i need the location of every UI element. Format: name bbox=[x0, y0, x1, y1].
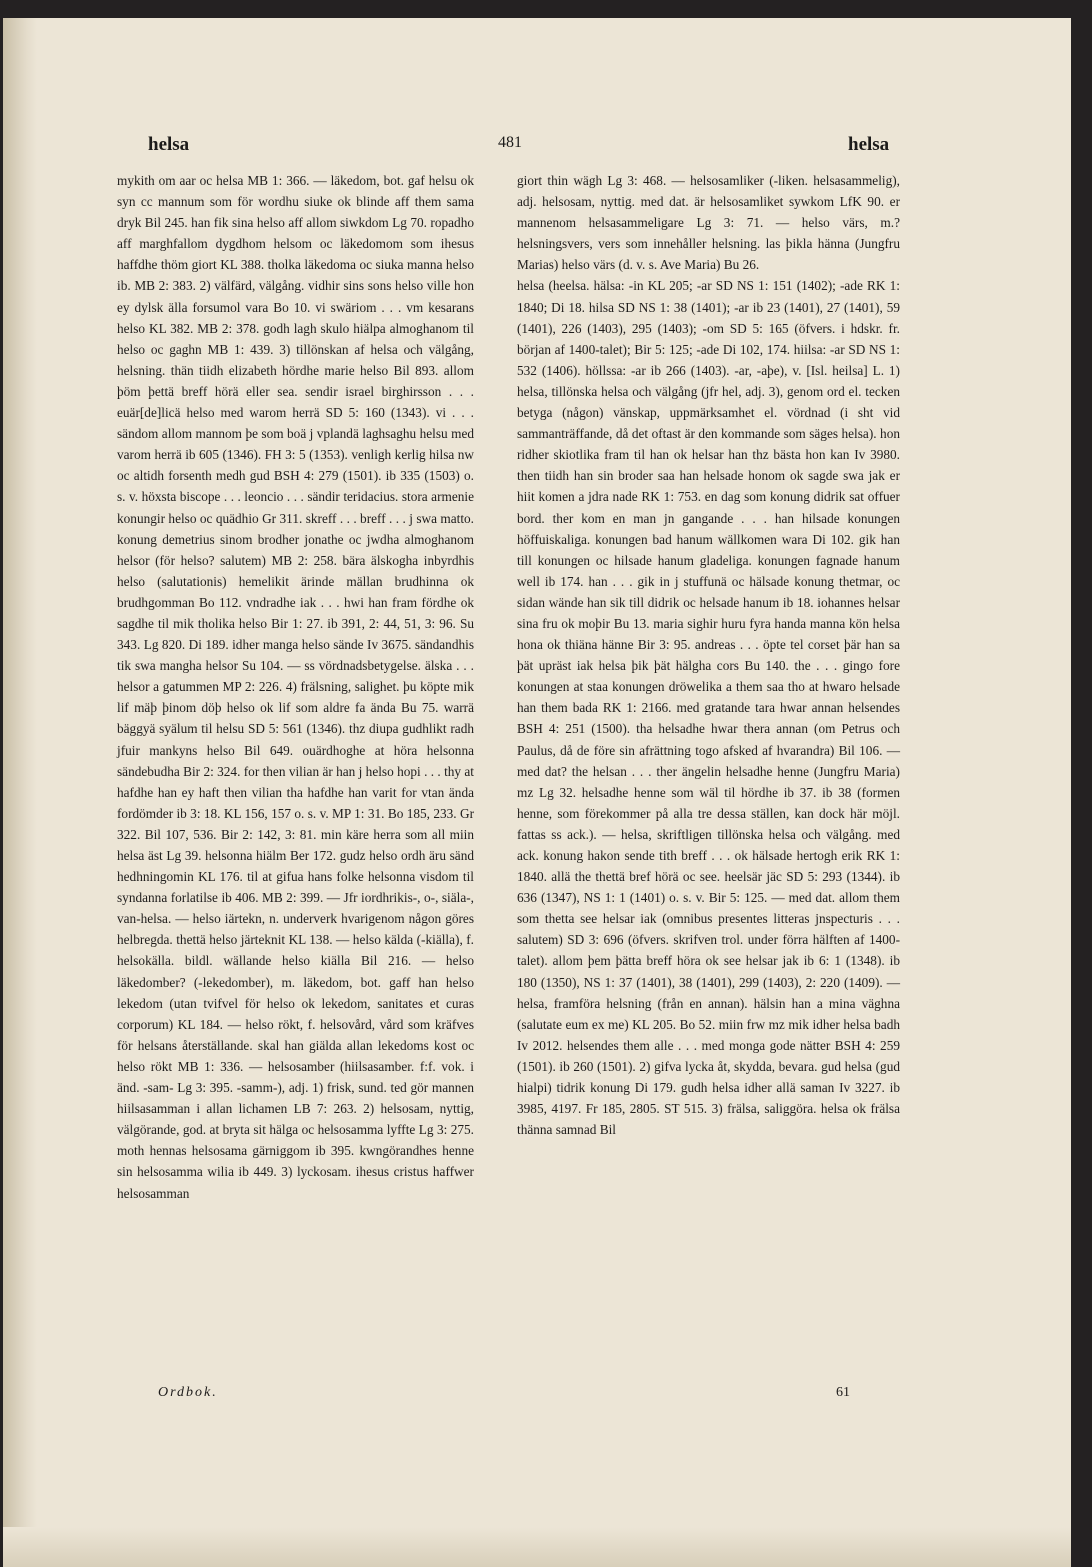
right-column-text-1: giort thin wägh Lg 3: 468. — helsosamliker (-liken. helsasammelig), adj. helsosam, nyttig. med dat. är helsosamliket sywkom LfK 90. er mannenom helsasammeligare Lg 3: 71. — helso värs, m.? helsningsvers, vers som innehåller helsning. las þikla hänna (Jungfru Marias) helso värs (d. v. s. Ave Maria) Bu 26. bbox=[517, 173, 900, 273]
page-gutter-shadow bbox=[3, 18, 37, 1567]
signature-number: 61 bbox=[836, 1385, 850, 1400]
page-number: 481 bbox=[498, 134, 522, 151]
dictionary-page bbox=[3, 18, 1071, 1567]
page-bottom-shadow bbox=[3, 1527, 1071, 1567]
left-column bbox=[117, 170, 474, 1204]
right-column bbox=[517, 170, 900, 1140]
left-column-text: mykith om aar oc helsa MB 1: 366. — läkedom, bot. gaf helsu ok syn cc mannum som för wordhu siuke ok blinde aff them sama dryk Bil 245. han fik sina helso aff allom siwkdom Lg 70. ropadho aff marghfallom dygdhom helsom oc läkedomom som ihesus haffdhe thöm giort KL 388. tholka läkedoma oc siuka manna helso ib. MB 2: 383. 2) välfärd, välgång. vidhir sins sons helso ville hon ey dylsk älla forsumol vara Bo 10. vi swäriom . . . vm kesarans helso KL 382. MB 2: 378. godh lagh skulo hiälpa almoghanom til helso oc gaghn MB 1: 439. 3) tillönskan af helsa och välgång, helsning. thän tiidh elizabeth hördhe marie helso Bil 893. allom þöm þettä breff hörä eller sea. sendir israel birghirsson . . . euär[de]licä helso med warom herrä SD 5: 160 (1343). vi . . . sändom allom mannom þe som boä j vplandä laghsaghu helsu med varom herrä ib 605 (1346). FH 3: 5 (1353). venligh kerlig hilsa nw oc altidh forsenth medh gud BSH 4: 279 (1501). ib 335 (1503) o. s. v. höxsta biscope . . . leoncio . . . sändir teridacius. stora armenie konungir helso oc quädhio Gr 311. skreff . . . breff . . . j swa matto. konung demetrius sinom brodher jonathe oc jwdha almoghanom helsor (för helso? salutem) MB 2: 258. bära älskogha inbyrdhis helso (salutationis) hemelikit ärinde mällan brudhinna ok brudhgomman Bo 112. vndradhe iak . . . hwi han fram fördhe ok sagdhe til mik tholika helso Bir 1: 27. ib 391, 2: 44, 51, 3: 96. Su 343. Lg 820. Di 189. idher manga helso sände Iv 3675. sändandhis tik swa mangha helsor Su 104. — ss vördnadsbetygelse. älska . . . helsor a gatummen MP 2: 226. 4) frälsning, salighet. þu köpte mik lif mäþ þinom döþ helso ok lif som aldre fa ända Bu 75. warrä bäggyä syälum til helsu SD 5: 561 (1346). thz diupa gudhlikt radh jfuir mankyns helso Bil 649. ouärdhoghe at höra helsonna sändebudha Bir 2: 324. for then vilian är han j helso hopi . . . thy at hafdhe han ey haft then vilian tha hafdhe han varit for vtan ända fordömder ib 3: 18. KL 156, 157 o. s. v. MP 1: 31. Bo 185, 233. Gr 322. Bil 107, 536. Bir 2: 142, 3: 81. min käre herra som all miin helsa äst Lg 39. helsonna hiälm Ber 172. gudz helso ordh äru sänd hedhningomin KL 176. til at gifua hans folke helsonna visdom til syndanna forlatilse ib 406. MB 2: 399. — Jfr iordhrikis-, o-, siäla-, van-helsa. — helso iärtekn, n. underverk hvarigenom någon göres helbregda. thettä helso järteknit KL 138. — helso kälda (-kiälla), f. helsokälla. bildl. wällande helso kiälla Bil 216. — helso läkedomber? (-lekedomber), m. läkedom, bot. gaff han helso lekedom (utan tvifvel för helso ok lekedom, sanitates et curas corporum) KL 184. — helso rökt, f. helsovård, vård som kräfves för helsans återställande. skal han giälda allan lekedoms kost oc helso rökt MB 1: 336. — helsosamber (hiilsasamber. f:f. vok. i änd. -sam- Lg 3: 395. -samm-), adj. 1) frisk, sund. ted gör mannen hiilsasamman i allan lichamen LB 7: 263. 2) helsosam, nyttig, välgörande, god. at bryta sit hälga oc helsosamma lyffte Lg 3: 275. moth hennas helsosama gärniggom ib 395. kwngörandhes henne sin helsosamma wilia ib 449. 3) lyckosam. ihesus cristus haffwer helsosamman bbox=[117, 173, 474, 1201]
right-column-text-2: helsa (heelsa. hälsa: -in KL 205; -ar SD NS 1: 151 (1402); -ade RK 1: 1840; Di 18. hilsa SD NS 1: 38 (1401); -ar ib 23 (1401), 27 (1401), 59 (1401), 226 (1403), 295 (1403); -om SD 5: 165 (öfvers. i hdskr. fr. början af 1400-talet); Bir 5: 125; -ade Di 102, 174. hiilsa: -ar SD NS 1: 532 (1406). höllssa: -ar ib 266 (1403). -ar, -aþe), v. [Isl. heilsa] L. 1) helsa, tillönska helsa och välgång (jfr hel, adj. 3), genom ord el. tecken betyga (någon) vänskap, uppmärksamhet el. vördnad (i sht vid sammanträffande, då det oftast är den kommande som säges helsa). hon ridher skiotlika fram til han ok helsar han thz bästa hon kan Iv 3980. then tiidh han sin broder saa han helsade honom ok sagde swa jak er hiit komen a jdra nade RK 1: 753. en dag som konung didrik sat offuer bord. ther kom en man jn gangande . . . han hilsade konungen höffuiskaliga. konungen bad hanum wällkomen wara Di 102. gik han till konungen oc hilsade hanum gladeliga. konungen fagnade hanum well ib 174. han . . . gik in j stuffunä oc hälsade konung thetmar, oc sidan wände han sik till didrik oc helsade hanum ib 18. iohannes helsar sina fru ok moþir Bu 13. maria sighir huru fyra handa manna kön helsa hona ok thiäna hänne Bir 3: 95. andreas . . . öpte tel corset þär han sa þät upräst iak helsa þik þät hälgha cors Bu 140. the . . . gingo fore konungen at staa konungen dröwelika a them saa tho at hwaro helsade han them bada RK 1: 2166. med gratande tara hwar annan helsendes BSH 4: 251 (1500). tha helsadhe hwar thera annan (om Petrus och Paulus, då de före sin afrättning togo afsked af hvarandra) Bil 106. — med dat? the helsan . . . ther ängelin helsadhe henne (Jungfru Maria) mz Lg 32. helsadhe henne som wäl til hördhe ib 37. ib 38 (formen henne, som förekommer på alla tre dessa ställen, kan dock här möjl. fattas ss ack.). — helsa, skriftligen tillönska helsa och välgång. med ack. konung hakon sende tith breff . . . ok hälsade hertogh erik RK 1: 1840. allä the thettä bref hörä oc see. heelsär jäc SD 5: 293 (1344). ib 636 (1347), NS 1: 1 (1401) o. s. v. Bir 5: 125. — med dat. allom them som thetta see helsar iak (omnibus presentes litteras jnspecturis . . . salutem) SD 3: 696 (öfvers. skrifven trol. under förra hälften af 1400-talet). allom þem þätta breff höra ok see helsar jak ib 6: 1 (1348). ib 180 (1350), NS 1: 37 (1401), 38 (1401), 299 (1403), 2: 220 (1409). — helsa, framföra helsning (från en annan). hälsin han a mina väghna (salutate eum ex me) KL 205. Bo 52. miin frw mz mik idher helsa badh Iv 2012. helsendes them alle . . . med monga gode nätter BSH 4: 259 (1501). ib 260 (1501). 2) gifva lycka åt, skydda, bevara. gud helsa (gud hialpi) tidrik konung Di 179. gudh helsa idher allä saman Iv 3227. ib 3985, 4197. Fr 185, 2805. ST 515. 3) frälsa, saliggöra. helsa ok frälsa thänna samnad Bil bbox=[517, 278, 900, 1138]
running-head-left: helsa bbox=[148, 134, 190, 155]
signature-mark: Ordbok. bbox=[158, 1385, 218, 1400]
running-head-right: helsa bbox=[848, 134, 890, 155]
